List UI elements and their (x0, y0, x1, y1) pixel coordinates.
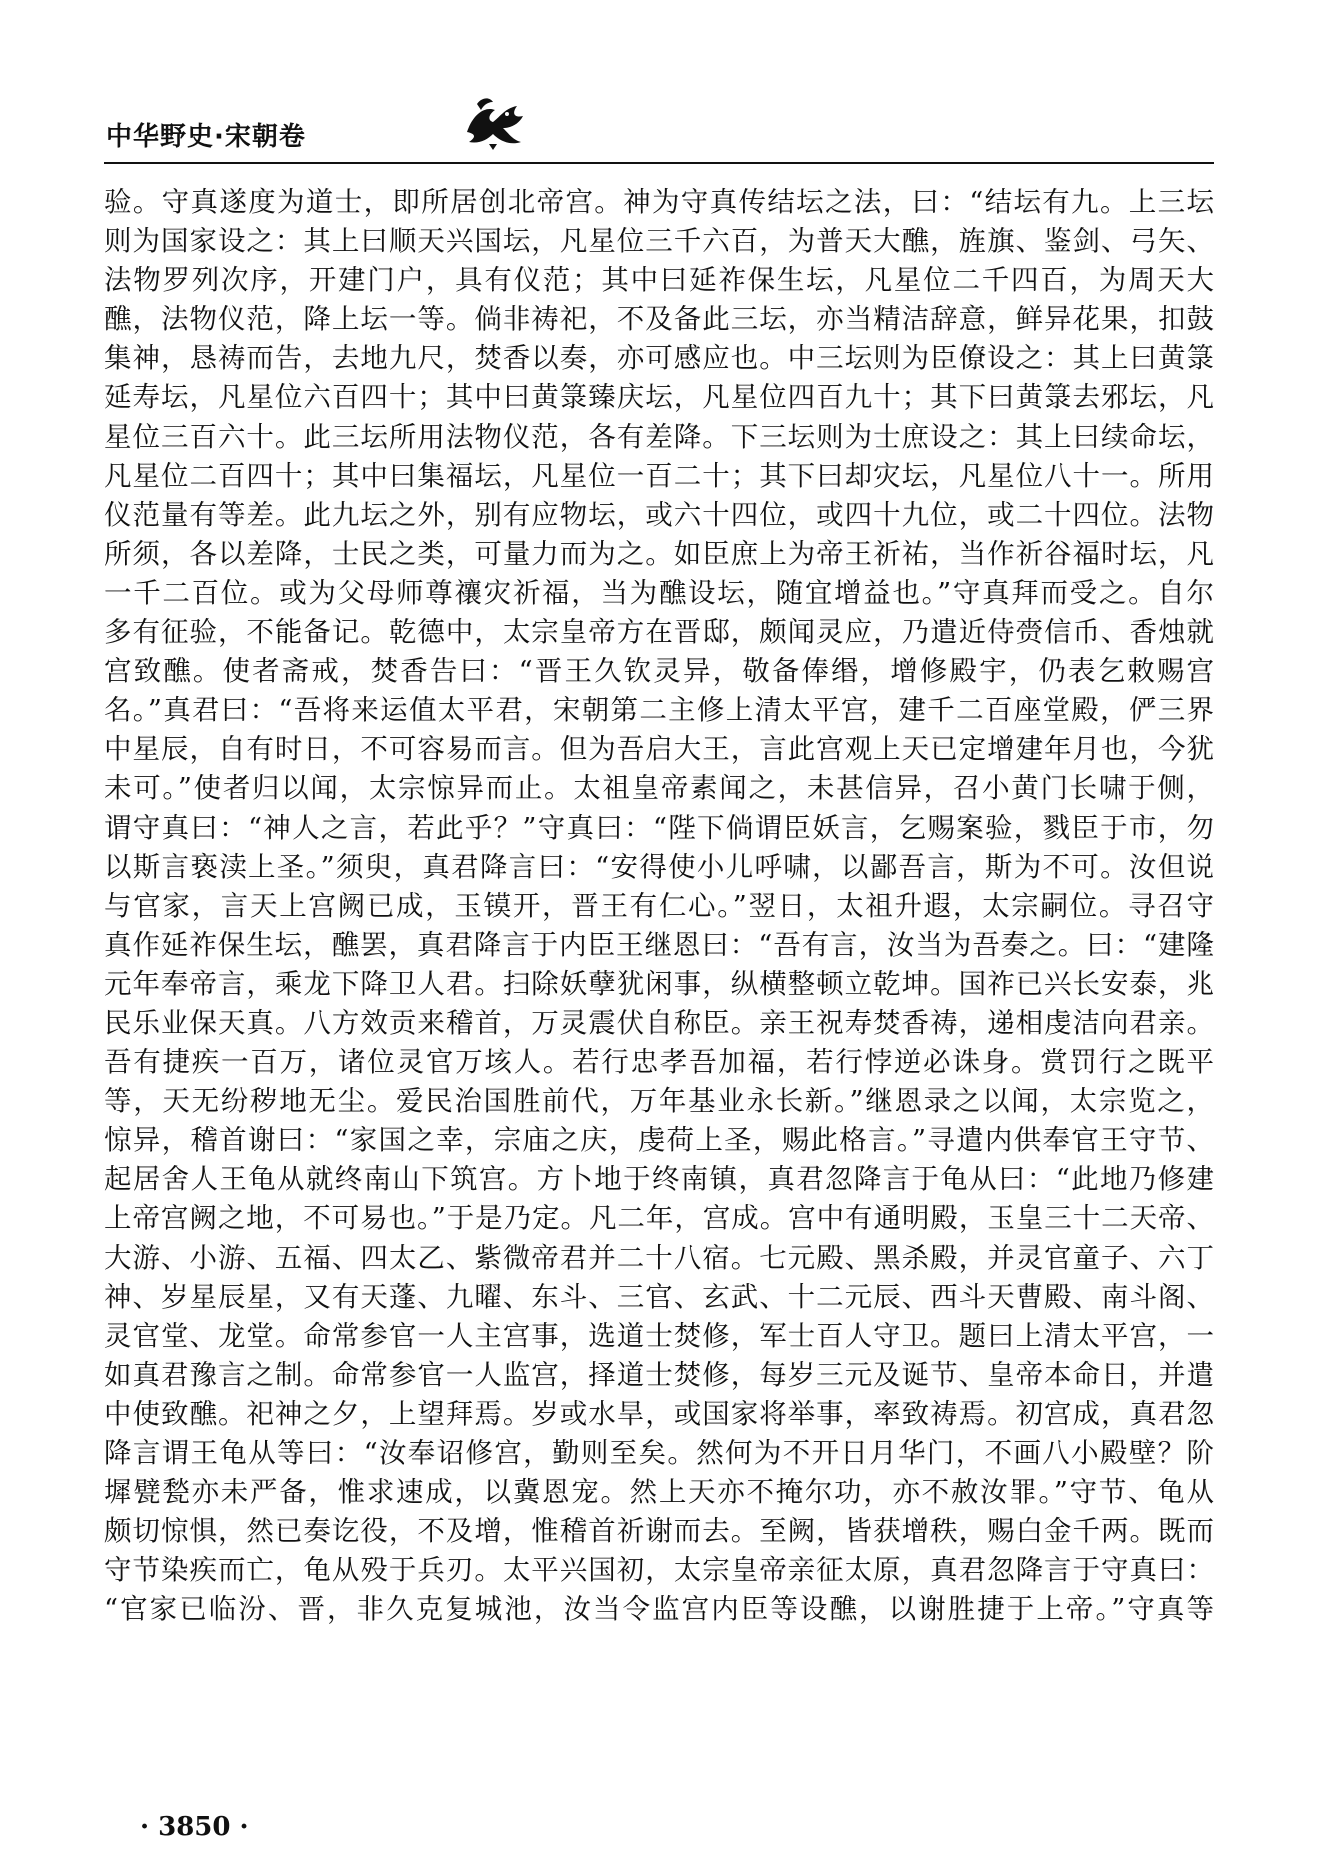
text-line: 中星辰，自有时日，不可容易而言。但为吾启大王，言此宫观上天已定增建年月也，今犹 (104, 733, 1214, 766)
text-line: 中使致醮。祀神之夕，上望拜焉。岁或水旱，或国家将举事，率致祷焉。初宫成，真君忽 (104, 1397, 1214, 1430)
text-line: 所须，各以差降，士民之类，可量力而为之。如臣庶上为帝王祈祐，当作祈谷福时坛，凡 (104, 537, 1214, 570)
text-line: 与官家，言天上宫阙已成，玉镆开，晋王有仁心。”翌日，太祖升遐，太宗嗣位。寻召守 (104, 889, 1214, 922)
text-line: 仪范量有等差。此九坛之外，别有应物坛，或六十四位，或四十九位，或二十四位。法物 (104, 498, 1214, 531)
text-line: 如真君豫言之制。命常参官一人监宫，择道士焚修，每岁三元及诞节、皇帝本命日，并遣 (104, 1358, 1214, 1391)
text-line: 等，天无纷秽地无尘。爱民治国胜前代，万年基业永长新。”继恩录之以闻，太宗览之， (104, 1085, 1214, 1118)
header-rule (104, 162, 1214, 164)
text-line: 神、岁星辰星，又有天蓬、九曜、东斗、三官、玄武、十二元辰、西斗天曹殿、南斗阁、 (104, 1280, 1214, 1313)
text-line: 则为国家设之：其上曰顺天兴国坛，凡星位三千六百，为普天大醮，旌旗、鉴剑、弓矢、 (104, 225, 1214, 258)
text-line: 起居舍人王龟从就终南山下筑宫。方卜地于终南镇，真君忽降言于龟从曰：“此地乃修建 (104, 1163, 1214, 1196)
page-number: · 3850 · (140, 1812, 249, 1842)
text-line: 验。守真遂度为道士，即所居创北帝宫。神为守真传结坛之法，曰：“结坛有九。上三坛 (104, 186, 1214, 218)
text-line: 吾有捷疾一百万，诸位灵官万垓人。若行忠孝吾加福，若行悖逆必诛身。赏罚行之既平 (104, 1046, 1214, 1079)
text-line: 谓守真曰：“神人之言，若此乎？”守真曰：“陛下倘谓臣妖言，乞赐案验，戮臣于市，勿 (104, 811, 1214, 844)
text-line: 延寿坛，凡星位六百四十；其中曰黄箓臻庆坛，凡星位四百九十；其下曰黄箓去邪坛，凡 (104, 381, 1214, 414)
text-line: 凡星位二百四十；其中曰集福坛，凡星位一百二十；其下曰却灾坛，凡星位八十一。所用 (104, 459, 1214, 492)
text-line: 惊异，稽首谢曰：“家国之幸，宗庙之庆，虔荷上圣，赐此格言。”寻遣内供奉官王守节、 (104, 1124, 1214, 1157)
text-line: 守节染疾而亡，龟从殁于兵刃。太平兴国初，太宗皇帝亲征太原，真君忽降言于守真曰： (104, 1554, 1214, 1587)
text-line: 多有征验，不能备记。乾德中，太宗皇帝方在晋邸，颇闻灵应，乃遣近侍赍信币、香烛就 (104, 616, 1214, 649)
text-line: “官家已临汾、晋，非久克复城池，汝当令监宫内臣等设醮，以谢胜捷于上帝。”守真等 (104, 1593, 1214, 1626)
dragon-emblem-icon (459, 94, 531, 150)
running-title: 中华野史·宋朝卷 (106, 122, 306, 152)
text-line: 真作延祚保生坛，醮罢，真君降言于内臣王继恩曰：“吾有言，汝当为吾奏之。曰：“建隆 (104, 928, 1214, 961)
text-line: 大游、小游、五福、四太乙、紫微帝君并二十八宿。七元殿、黑杀殿，并灵官童子、六丁 (104, 1241, 1214, 1274)
text-line: 宫致醮。使者斋戒，焚香告曰：“晋王久钦灵异，敬备俸缗，增修殿宇，仍表乞敕赐宫 (104, 655, 1214, 688)
text-line: 醮，法物仪范，降上坛一等。倘非祷祀，不及备此三坛，亦当精洁辞意，鲜异花果，扣鼓 (104, 303, 1214, 336)
text-line: 集神，恳祷而告，去地九尺，焚香以奏，亦可感应也。中三坛则为臣僚设之：其上曰黄箓 (104, 342, 1214, 375)
text-line: 法物罗列次序，开建门户，具有仪范；其中曰延祚保生坛，凡星位二千四百，为周天大 (104, 264, 1214, 297)
text-line: 灵官堂、龙堂。命常参官一人主宫事，选道士焚修，军士百人守卫。题曰上清太平宫，一 (104, 1319, 1214, 1352)
page-header (104, 110, 1214, 150)
text-line: 民乐业保天真。八方效贡来稽首，万灵震伏自称臣。亲王祝寿焚香祷，递相虔洁向君亲。 (104, 1006, 1214, 1039)
text-line: 一千二百位。或为父母师尊禳灾祈福，当为醮设坛，随宜增益也。”守真拜而受之。自尔 (104, 576, 1214, 609)
text-line: 名。”真君曰：“吾将来运值太平君，宋朝第二主修上清太平宫，建千二百座堂殿，俨三界 (104, 694, 1214, 727)
text-line: 上帝宫阙之地，不可易也。”于是乃定。凡二年，宫成。宫中有通明殿，玉皇三十二天帝、 (104, 1202, 1214, 1235)
text-line: 以斯言亵渎上圣。”须臾，真君降言曰：“安得使小儿呼啸，以鄙吾言，斯为不可。汝但说 (104, 850, 1214, 883)
text-line: 颇切惊惧，然已奏讫役，不及增，惟稽首祈谢而去。至阙，皆获增秩，赐白金千两。既而 (104, 1515, 1214, 1548)
main-text (104, 183, 1214, 1629)
text-line: 元年奉帝言，乘龙下降卫人君。扫除妖孽犹闲事，纵横整顿立乾坤。国祚已兴长安泰，兆 (104, 967, 1214, 1000)
text-line: 降言谓王龟从等曰：“汝奉诏修宫，勤则至矣。然何为不开日月华门，不画八小殿壁？阶 (104, 1437, 1214, 1469)
text-line: 未可。”使者归以闻，太宗惊异而止。太祖皇帝素闻之，未甚信异，召小黄门长啸于侧， (104, 772, 1214, 805)
text-line: 墀甓甃亦未严备，惟求速成，以冀恩宠。然上天亦不掩尔功，亦不赦汝罪。”守节、龟从 (104, 1476, 1214, 1509)
text-line: 星位三百六十。此三坛所用法物仪范，各有差降。下三坛则为士庶设之：其上曰续命坛， (104, 420, 1214, 453)
